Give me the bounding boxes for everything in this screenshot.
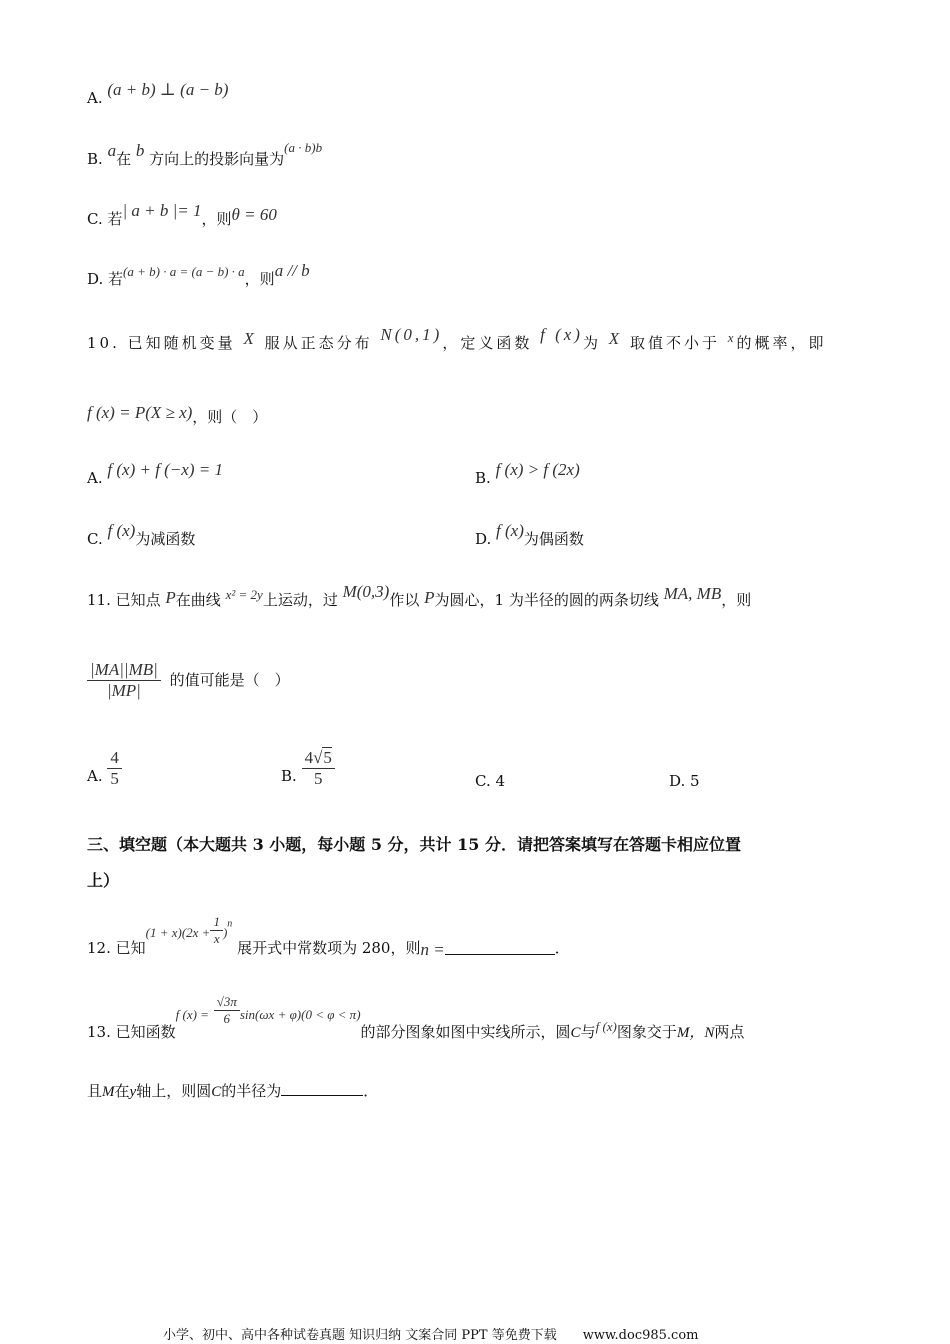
q10-stem-line2: f (x) = P(X ≥ x)，则（ ） bbox=[87, 403, 268, 426]
q12-answer-blank[interactable] bbox=[445, 940, 555, 955]
q11-stem-line2: $\frac{|MA||MB|}{|MP|}$ 的值可能是（ ） bbox=[87, 660, 290, 701]
q9-option-b: B. a在 b 方向上的投影向量为(a · b)b bbox=[87, 140, 323, 168]
q9-option-c: C. 若| a + b |= 1，则θ = 60 bbox=[87, 201, 277, 228]
q12-stem: 12. 已知(1 + x)(2x + $\frac{1}{x}$ )$^n$ 展开式中常数项为 280，则n = ． bbox=[87, 914, 570, 959]
q11-option-d: D. 5 bbox=[669, 772, 700, 790]
q9-option-b-expr: (a · b)b bbox=[284, 140, 323, 155]
q10-option-a: A. f (x) + f (−x) = 1 bbox=[87, 460, 223, 487]
q10-option-d: D. f (x)为偶函数 bbox=[475, 521, 584, 548]
q11-option-a: A. $\frac{4}{5}$ bbox=[87, 748, 122, 789]
q11-stem: 11. 已知点 P在曲线 x² = 2y上运动，过 M(0,3)作以 P为圆心，1 为半径的圆的两条切线 MA, MB，则 bbox=[87, 582, 752, 609]
section-heading-line2: 上） bbox=[87, 871, 120, 890]
q9-option-a: A. (a + b) ⊥ (a − b) bbox=[87, 80, 229, 107]
q10-option-b: B. f (x) > f (2x) bbox=[475, 460, 580, 487]
section-heading: 三、填空题（本大题共 3 小题，每小题 5 分，共计 15 分．请把答案填写在答题卡相应位置 bbox=[87, 835, 741, 854]
q13-stem-line2: 且M在y轴上，则圆C的半径为 ． bbox=[87, 1082, 379, 1100]
q13-answer-blank[interactable] bbox=[281, 1081, 363, 1096]
q11-option-c: C. 4 bbox=[475, 772, 506, 790]
q10-option-c: C. f (x)为减函数 bbox=[87, 521, 196, 548]
q13-stem: 13. 已知函数f (x) = $\frac{√3\pi}{6}$ sin(ωx + φ)(0 < φ < π)的部分图象如图中实线所示，圆C与f (x)图象交于M，N两点 bbox=[87, 994, 745, 1041]
q10-stem: 10. 已知随机变量 X 服从正态分布 N(0,1)，定义函数 f (x)为 X 取值不小于 x的概率，即 bbox=[87, 325, 827, 352]
q9-option-a-expr: (a + b) ⊥ (a − b) bbox=[107, 80, 229, 99]
q11-ratio-fraction: $\frac{|MA||MB|}{|MP|}$ bbox=[87, 660, 161, 701]
q11-option-b: B. $\frac{4√5}{5}$ bbox=[281, 748, 335, 789]
page-footer: 小学、初中、高中各种试卷真题 知识归纳 文案合同 PPT 等免费下载 www.doc985.com bbox=[163, 1328, 699, 1343]
q9-option-d: D. 若(a + b) · a = (a − b) · a，则a // b bbox=[87, 261, 310, 288]
